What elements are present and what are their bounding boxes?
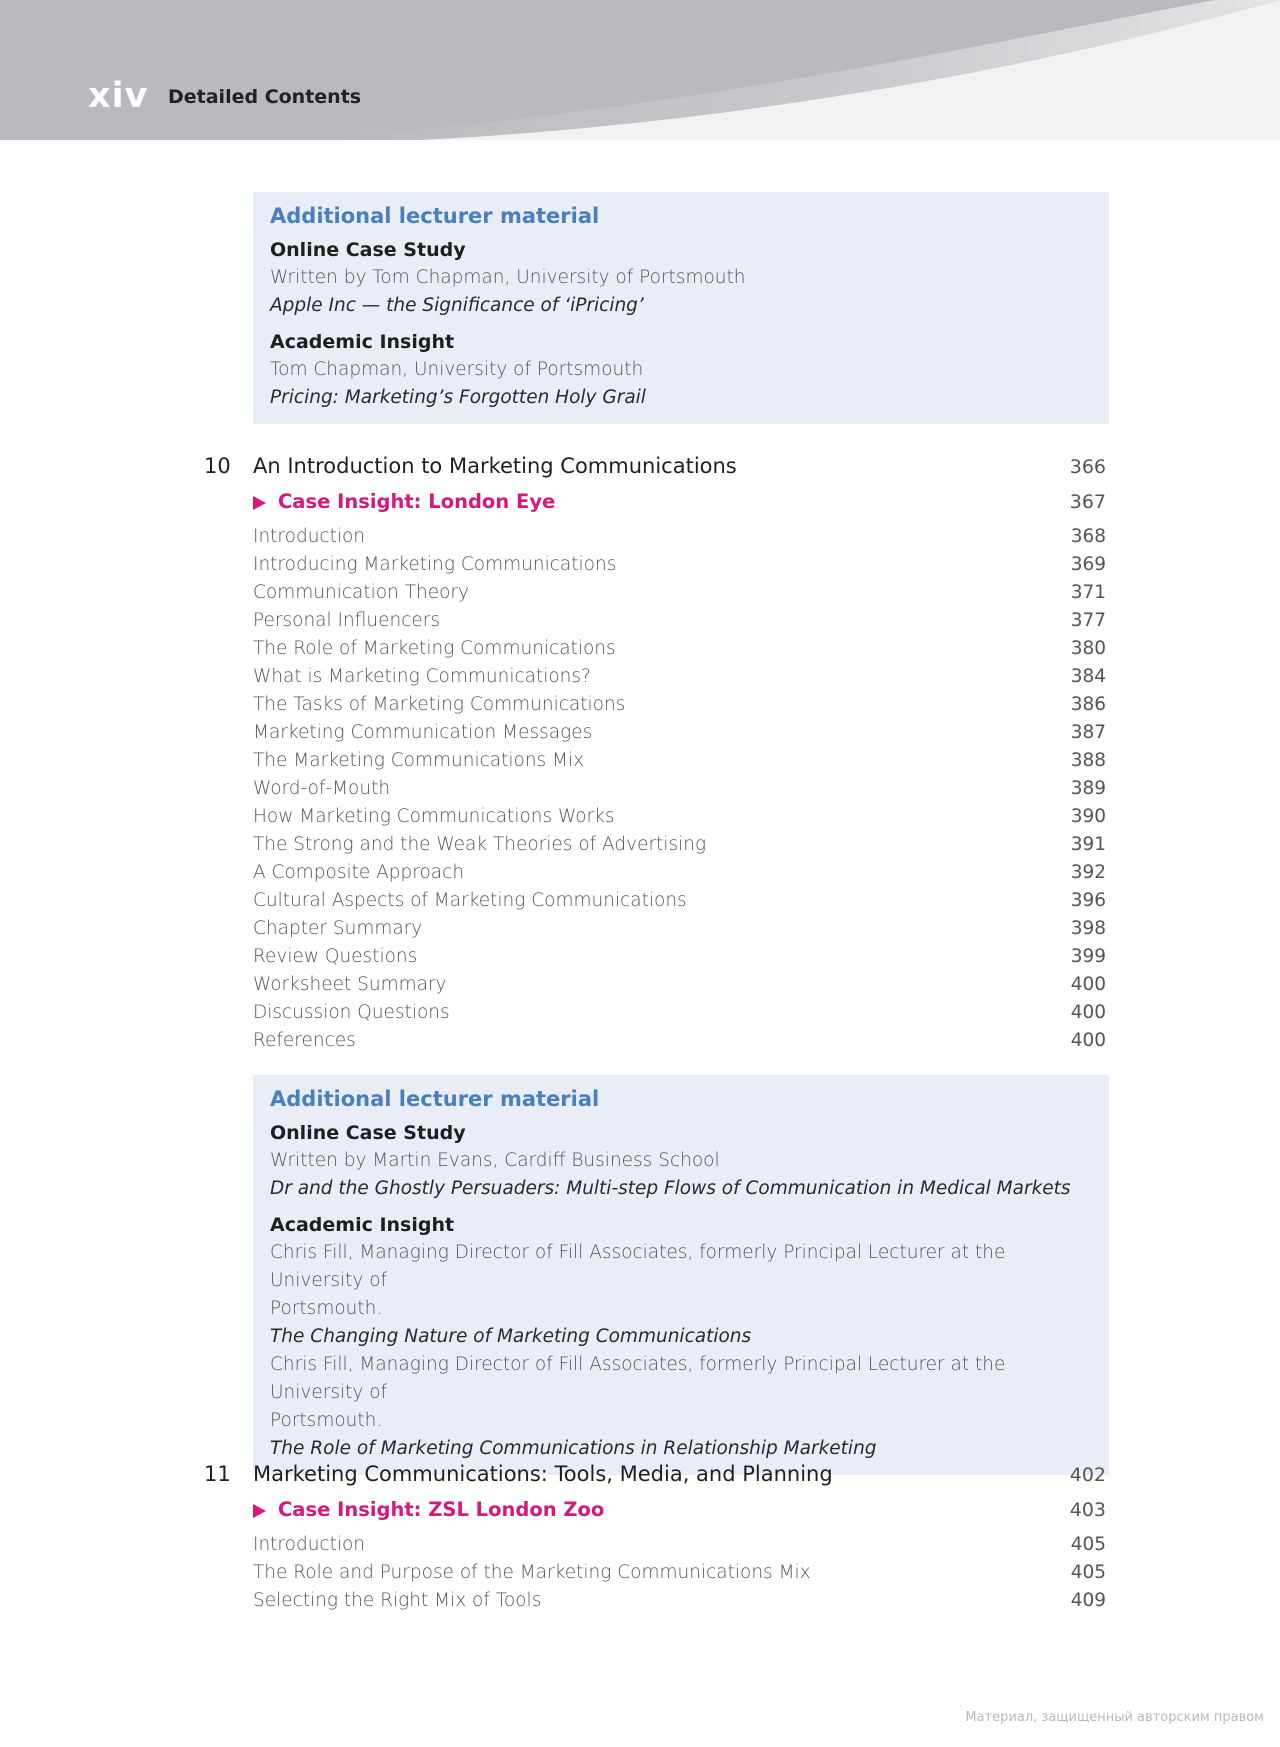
insight-author: Chris Fill, Managing Director of Fill Associates, formerly Principal Lecturer at the University of xyxy=(270,1354,1006,1403)
toc-entry[interactable] xyxy=(0,582,1280,610)
toc-entry[interactable] xyxy=(0,722,1280,750)
case-author: Written by Tom Chapman, University of Portsmouth xyxy=(270,267,746,288)
toc-page: 390 xyxy=(1070,806,1106,827)
toc-entry[interactable] xyxy=(0,694,1280,722)
case-insight-row[interactable] xyxy=(0,1496,1280,1532)
toc-entry[interactable] xyxy=(0,554,1280,582)
toc-title: Introducing Marketing Communications xyxy=(253,554,617,575)
case-insight-row[interactable] xyxy=(0,488,1280,524)
toc-title: Personal Influencers xyxy=(253,610,440,631)
toc-entry[interactable] xyxy=(0,1002,1280,1030)
insight-author: Tom Chapman, University of Portsmouth xyxy=(270,359,644,380)
chapter-number: 10 xyxy=(204,454,231,478)
toc-page: 369 xyxy=(1070,554,1106,575)
toc-title: Review Questions xyxy=(253,946,418,967)
toc-page: 389 xyxy=(1070,778,1106,799)
toc-entry[interactable] xyxy=(0,1030,1280,1058)
insight-title: The Role of Marketing Communications in Relationship Marketing xyxy=(270,1438,877,1459)
toc-entry[interactable] xyxy=(0,862,1280,890)
toc-page: 386 xyxy=(1070,694,1106,715)
online-case-study-label: Online Case Study xyxy=(270,239,466,261)
toc-list xyxy=(0,526,1280,1058)
toc-entry[interactable] xyxy=(0,974,1280,1002)
box-heading: Additional lecturer material xyxy=(270,204,600,228)
toc-page: 388 xyxy=(1070,750,1106,771)
toc-list xyxy=(0,1534,1280,1618)
toc-page: 399 xyxy=(1070,946,1106,967)
case-insight-page: 403 xyxy=(1069,1499,1106,1521)
header-title: Detailed Contents xyxy=(168,86,362,108)
triangle-right-icon xyxy=(253,1504,266,1518)
triangle-right-icon xyxy=(253,496,266,510)
toc-title: Selecting the Right Mix of Tools xyxy=(253,1590,542,1611)
toc-title: A Composite Approach xyxy=(253,862,465,883)
chapter-heading[interactable] xyxy=(0,452,1280,488)
toc-entry[interactable] xyxy=(0,834,1280,862)
toc-entry[interactable] xyxy=(0,666,1280,694)
lecturer-material-box xyxy=(253,1075,1109,1475)
insight-author: Portsmouth. xyxy=(270,1410,383,1431)
academic-insight-label: Academic Insight xyxy=(270,331,455,353)
page-number: xiv xyxy=(88,76,149,116)
toc-page: 387 xyxy=(1070,722,1106,743)
chapter-number: 11 xyxy=(204,1462,231,1486)
toc-page: 380 xyxy=(1070,638,1106,659)
toc-entry[interactable] xyxy=(0,1562,1280,1590)
lecturer-material-box xyxy=(253,192,1109,424)
toc-entry[interactable] xyxy=(0,778,1280,806)
insight-author: Portsmouth. xyxy=(270,1298,383,1319)
toc-page: 371 xyxy=(1070,582,1106,603)
toc-title: The Tasks of Marketing Communications xyxy=(253,694,626,715)
chapter-10 xyxy=(0,452,1280,1058)
toc-title: Introduction xyxy=(253,1534,366,1555)
case-title: Apple Inc — the Significance of ‘iPricing’ xyxy=(270,295,644,316)
toc-page: 377 xyxy=(1070,610,1106,631)
online-case-study-label: Online Case Study xyxy=(270,1122,466,1144)
chapter-title: An Introduction to Marketing Communications xyxy=(253,454,737,478)
case-title: Dr and the Ghostly Persuaders: Multi-step Flows of Communication in Medical Markets xyxy=(270,1178,1071,1199)
chapter-page: 402 xyxy=(1069,1464,1106,1486)
toc-entry[interactable] xyxy=(0,890,1280,918)
insight-title: The Changing Nature of Marketing Communications xyxy=(270,1326,752,1347)
toc-title: Marketing Communication Messages xyxy=(253,722,593,743)
toc-title: Discussion Questions xyxy=(253,1002,450,1023)
toc-page: 392 xyxy=(1070,862,1106,883)
box-heading: Additional lecturer material xyxy=(270,1087,600,1111)
toc-title: Worksheet Summary xyxy=(253,974,447,995)
toc-title: Introduction xyxy=(253,526,366,547)
toc-page: 396 xyxy=(1070,890,1106,911)
toc-entry[interactable] xyxy=(0,610,1280,638)
toc-entry[interactable] xyxy=(0,1534,1280,1562)
insight-author: Chris Fill, Managing Director of Fill Associates, formerly Principal Lecturer at the University of xyxy=(270,1242,1006,1291)
toc-entry[interactable] xyxy=(0,526,1280,554)
page-header xyxy=(0,0,1280,140)
toc-page: 400 xyxy=(1070,1002,1106,1023)
toc-page: 384 xyxy=(1070,666,1106,687)
toc-entry[interactable] xyxy=(0,1590,1280,1618)
toc-page: 400 xyxy=(1070,1030,1106,1051)
toc-title: What is Marketing Communications? xyxy=(253,666,591,687)
toc-entry[interactable] xyxy=(0,806,1280,834)
toc-page: 368 xyxy=(1070,526,1106,547)
toc-entry[interactable] xyxy=(0,750,1280,778)
chapter-title: Marketing Communications: Tools, Media, and Planning xyxy=(253,1462,833,1486)
toc-page: 405 xyxy=(1070,1534,1106,1555)
toc-page: 405 xyxy=(1070,1562,1106,1583)
toc-title: Cultural Aspects of Marketing Communications xyxy=(253,890,687,911)
toc-page: 391 xyxy=(1070,834,1106,855)
case-insight-title: Case Insight: London Eye xyxy=(278,490,556,513)
case-insight-title: Case Insight: ZSL London Zoo xyxy=(278,1498,605,1521)
toc-title: How Marketing Communications Works xyxy=(253,806,615,827)
chapter-page: 366 xyxy=(1069,456,1106,478)
toc-title: The Role and Purpose of the Marketing Communications Mix xyxy=(253,1562,811,1583)
copyright-watermark: Материал, защищенный авторским правом xyxy=(965,1710,1264,1725)
toc-title: The Strong and the Weak Theories of Advertising xyxy=(253,834,707,855)
insight-title: Pricing: Marketing’s Forgotten Holy Grail xyxy=(270,387,646,408)
toc-title: References xyxy=(253,1030,356,1051)
chapter-heading[interactable] xyxy=(0,1460,1280,1496)
toc-entry[interactable] xyxy=(0,946,1280,974)
toc-title: Word-of-Mouth xyxy=(253,778,391,799)
toc-page: 398 xyxy=(1070,918,1106,939)
chapter-11 xyxy=(0,1460,1280,1618)
case-author: Written by Martin Evans, Cardiff Business School xyxy=(270,1150,720,1171)
toc-title: Communication Theory xyxy=(253,582,469,603)
toc-page: 400 xyxy=(1070,974,1106,995)
toc-title: The Role of Marketing Communications xyxy=(253,638,616,659)
toc-page: 409 xyxy=(1070,1590,1106,1611)
header-swoosh xyxy=(0,0,1280,140)
toc-entry[interactable] xyxy=(0,918,1280,946)
toc-entry[interactable] xyxy=(0,638,1280,666)
academic-insight-label: Academic Insight xyxy=(270,1214,455,1236)
case-insight-page: 367 xyxy=(1069,491,1106,513)
toc-title: The Marketing Communications Mix xyxy=(253,750,585,771)
toc-title: Chapter Summary xyxy=(253,918,423,939)
